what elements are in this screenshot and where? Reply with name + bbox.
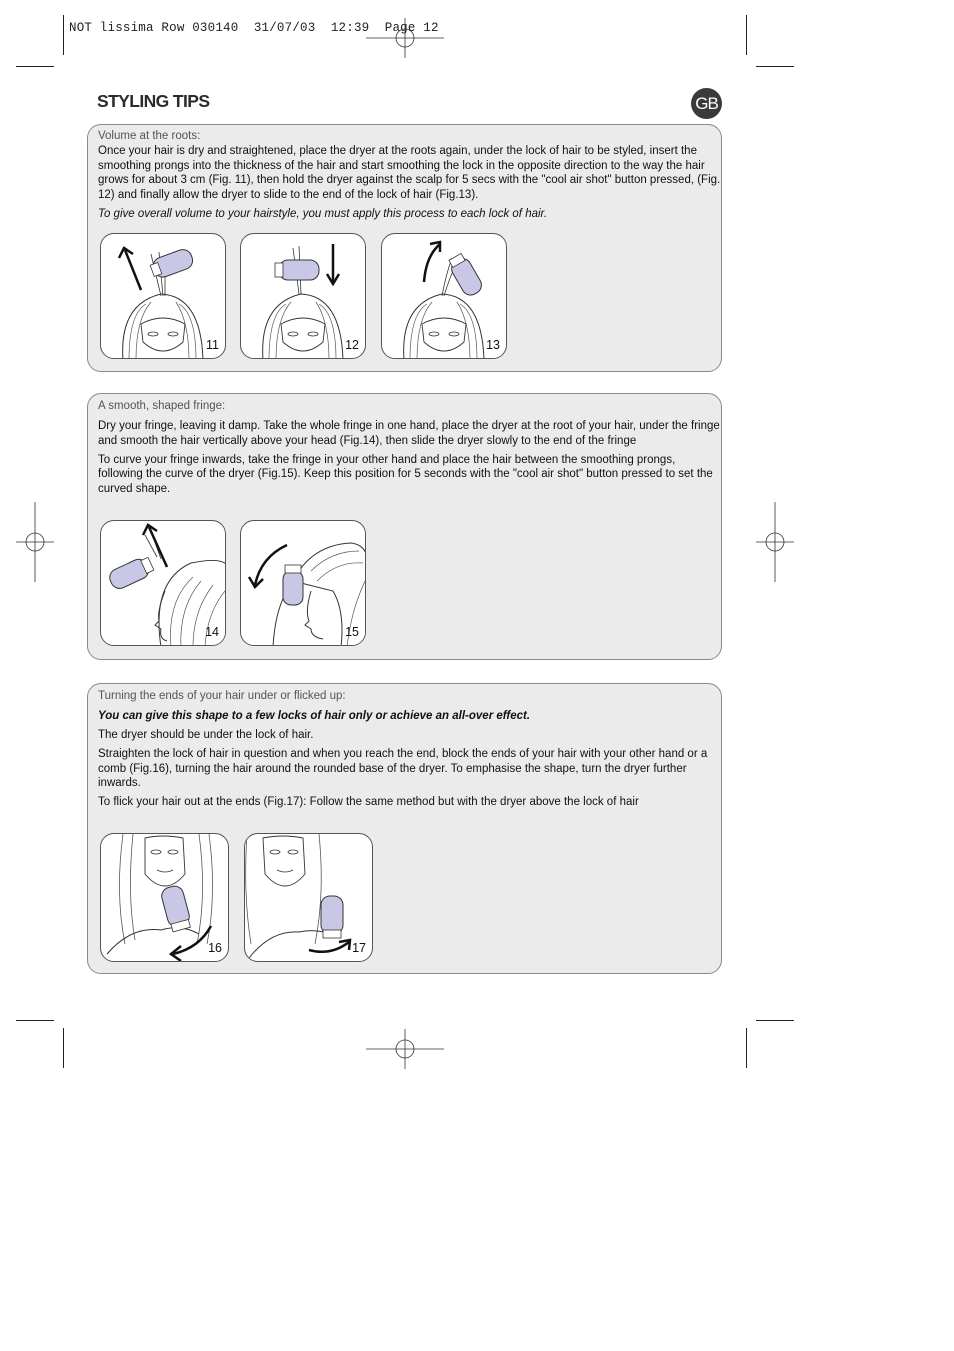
- figure-number: 14: [205, 625, 219, 639]
- crop-mark: [756, 1020, 794, 1021]
- figure-number: 11: [206, 338, 219, 352]
- section-paragraph: Dry your fringe, leaving it damp. Take the whole fringe in one hand, place the dryer at the root of your hair, under the fringe and smooth the hair vertically above your head (Fig.14), then slide the dryer slowly to the end of the fringe: [98, 420, 720, 447]
- section-heading: Turning the ends of your hair under or flicked up:: [98, 690, 346, 702]
- section-paragraph: Straighten the lock of hair in question and when you reach the end, block the ends of your hair with your other hand or a comb (Fig.16), turning the hair around the rounded base of the dryer. To emphasise the shape, turn the dryer further inwards.: [98, 748, 708, 790]
- page-title: STYLING TIPS: [97, 91, 210, 111]
- section-heading: A smooth, shaped fringe:: [98, 400, 226, 412]
- section-paragraph: To flick your hair out at the ends (Fig.17): Follow the same method but with the dryer above the lock of hair: [98, 796, 639, 809]
- figure-number: 13: [486, 338, 500, 352]
- figure-17: [244, 833, 373, 962]
- print-header: NOT lissima Row 030140 31/07/03 12:39 Page 12: [69, 21, 439, 35]
- crop-mark: [63, 1028, 64, 1068]
- section-paragraph: You can give this shape to a few locks of hair only or achieve an all-over effect.: [98, 710, 531, 722]
- figure-12: [240, 233, 366, 359]
- section-paragraph: Once your hair is dry and straightened, place the dryer at the roots again, under the lock of hair to be styled, insert the smoothing prongs into the thickness of the hair and start smoothing the lock in the opposite direction to the way the hair grows for about 3 cm (Fig. 11), then hold the dryer against the scalp for 5 secs with the "cool air shot" button pressed, (Fig. 12) and finally allow the dryer to slide to the end of the lock of hair (Fig.13).: [98, 145, 721, 201]
- figure-number: 17: [352, 941, 366, 955]
- section-heading: Volume at the roots:: [98, 130, 201, 142]
- figure-number: 12: [345, 338, 359, 352]
- figure-14: [100, 520, 226, 646]
- figure-15: [240, 520, 366, 646]
- crop-mark: [16, 66, 54, 67]
- registration-mark-left: [16, 502, 54, 582]
- crop-mark: [63, 15, 64, 55]
- crop-mark: [746, 1028, 747, 1068]
- section-paragraph: To curve your fringe inwards, take the fringe in your other hand and place the hair between the smoothing prongs, following the curve of the dryer (Fig.15). Keep this position for 5 seconds with the "cool air shot" button pressed to set the curved shape.: [98, 453, 713, 495]
- registration-mark-bottom: [366, 1029, 444, 1069]
- crop-mark: [746, 15, 747, 55]
- section-volume: [87, 124, 722, 372]
- section-ends: [87, 683, 722, 974]
- figure-13: [381, 233, 507, 359]
- crop-mark: [16, 1020, 54, 1021]
- registration-mark-right: [756, 502, 794, 582]
- section-fringe: [87, 393, 722, 660]
- figure-16: [100, 833, 229, 962]
- figure-11: [100, 233, 226, 359]
- language-badge: GB: [691, 88, 722, 119]
- crop-mark: [756, 66, 794, 67]
- section-paragraph: To give overall volume to your hairstyle, you must apply this process to each lock of hair.: [98, 207, 548, 220]
- section-paragraph: The dryer should be under the lock of hair.: [98, 729, 314, 742]
- figure-number: 15: [345, 625, 359, 639]
- figure-number: 16: [208, 941, 222, 955]
